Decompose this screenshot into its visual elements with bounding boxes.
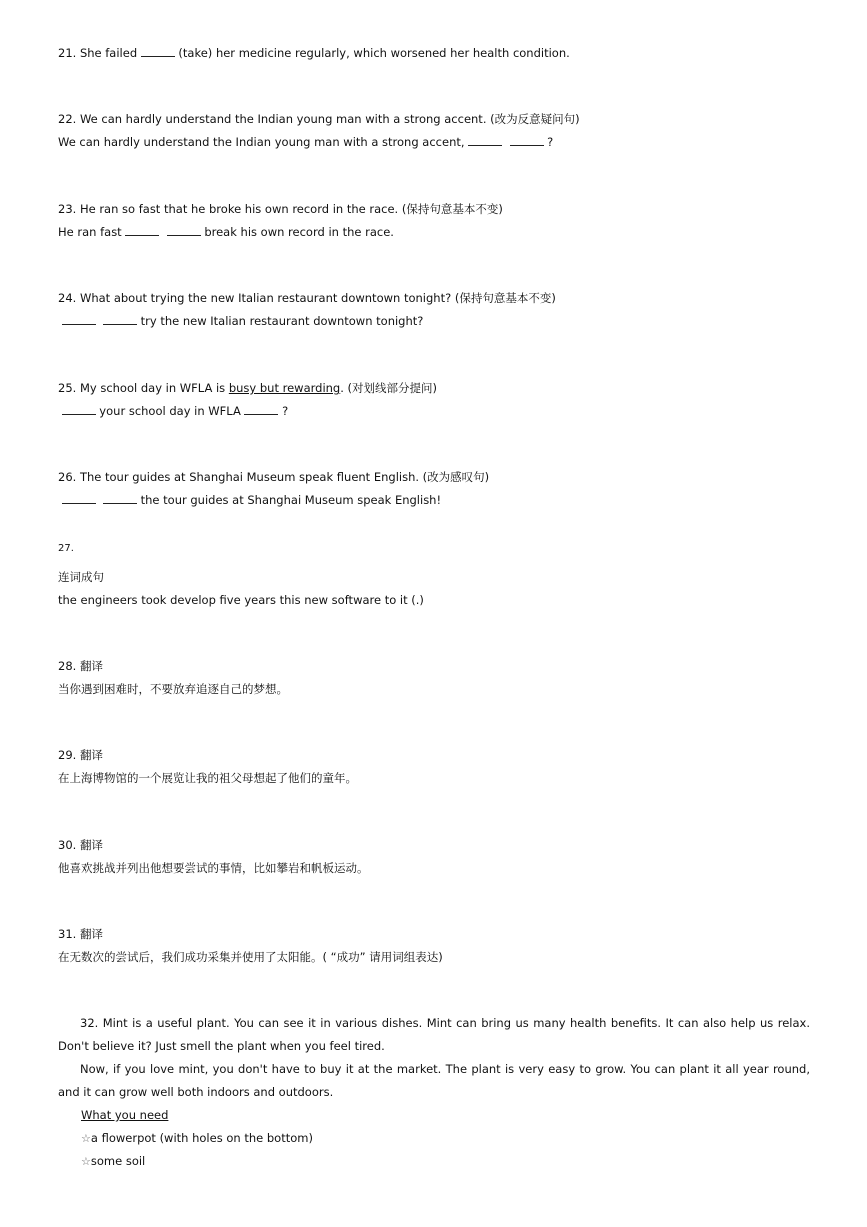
answer-blank[interactable]: [167, 225, 201, 236]
answer-blank[interactable]: [510, 135, 544, 146]
answer-blank[interactable]: [103, 314, 137, 325]
question-25-answer-line: [58, 403, 288, 419]
q24-sentence-end: try the new Italian restaurant downtown tonight?: [136, 314, 424, 328]
question-28-text: 当你遇到困难时，不要放弃追逐自己的梦想。: [58, 682, 288, 696]
star-bullet-icon: ☆: [81, 1155, 91, 1168]
q25-sentence-start: 25. My school day in WFLA is: [58, 381, 229, 395]
q23-sentence-start: He ran fast: [58, 225, 126, 239]
q21-text-before: 21. She failed: [58, 46, 141, 60]
question-26-answer-line: [58, 492, 441, 508]
question-32-passage: [58, 1012, 810, 1104]
question-26-prompt: 26. The tour guides at Shanghai Museum speak fluent English. (改为感叹句): [58, 470, 490, 484]
question-30-text: 他喜欢挑战并列出他想要尝试的事情，比如攀岩和帆板运动。: [58, 861, 369, 875]
star-bullet-icon: ☆: [81, 1132, 91, 1145]
list-item-text: some soil: [90, 1154, 146, 1168]
answer-blank[interactable]: [141, 46, 175, 57]
question-31-text: 在无数次的尝试后，我们成功采集并使用了太阳能。( “成功” 请用词组表达): [58, 950, 443, 964]
question-23-answer-line: [58, 224, 394, 240]
answer-blank[interactable]: [468, 135, 502, 146]
q21-text-after: (take) her medicine regularly, which worsened her health condition.: [174, 46, 570, 60]
question-25-prompt: [58, 380, 437, 396]
question-24-prompt: 24. What about trying the new Italian restaurant downtown tonight? (保持句意基本不变): [58, 291, 556, 305]
question-22-prompt: 22. We can hardly understand the Indian young man with a strong accent. (改为反意疑问句): [58, 112, 580, 126]
passage-paragraph: 32. Mint is a useful plant. You can see it in various dishes. Mint can bring us many health benefits. It can also help us relax. Don't believe it? Just smell the plant when you feel tired.: [58, 1016, 810, 1053]
answer-blank[interactable]: [62, 404, 96, 415]
question-22-answer-line: [58, 134, 553, 150]
question-27-title: 连词成句: [58, 570, 104, 584]
question-31-title: 31. 翻译: [58, 927, 103, 941]
answer-blank[interactable]: [125, 225, 159, 236]
list-item-text: a flowerpot (with holes on the bottom): [90, 1131, 313, 1145]
question-27-words: the engineers took develop five years this new software to it (.): [58, 593, 424, 607]
question-29-text: 在上海博物馆的一个展览让我的祖父母想起了他们的童年。: [58, 771, 357, 785]
question-28-title: 28. 翻译: [58, 659, 103, 673]
q22-question-mark: ?: [543, 135, 554, 149]
answer-blank[interactable]: [103, 493, 137, 504]
q25-underlined-part: busy but rewarding: [228, 381, 341, 395]
question-23-prompt: 23. He ran so fast that he broke his own record in the race. (保持句意基本不变): [58, 202, 503, 216]
question-27-number: 27.: [58, 543, 74, 554]
answer-blank[interactable]: [62, 493, 96, 504]
what-you-need-heading: What you need: [81, 1108, 169, 1122]
list-item: [81, 1130, 313, 1147]
question-21: [58, 45, 570, 61]
list-item: [81, 1153, 145, 1170]
question-30-title: 30. 翻译: [58, 838, 103, 852]
q26-sentence-end: the tour guides at Shanghai Museum speak English!: [136, 493, 442, 507]
q25-question-mark: ?: [278, 404, 289, 418]
passage-paragraph: Now, if you love mint, you don't have to buy it at the market. The plant is very easy to grow. You can plant it all year round, and it can grow well both indoors and outdoors.: [58, 1062, 810, 1099]
q25-sentence-middle: your school day in WFLA: [95, 404, 245, 418]
q25-instruction: . (对划线部分提问): [340, 381, 438, 395]
answer-blank[interactable]: [244, 404, 278, 415]
q22-sentence: We can hardly understand the Indian young man with a strong accent,: [58, 135, 469, 149]
question-24-answer-line: [58, 313, 423, 329]
question-29-title: 29. 翻译: [58, 748, 103, 762]
answer-blank[interactable]: [62, 314, 96, 325]
q23-sentence-end: break his own record in the race.: [200, 225, 394, 239]
